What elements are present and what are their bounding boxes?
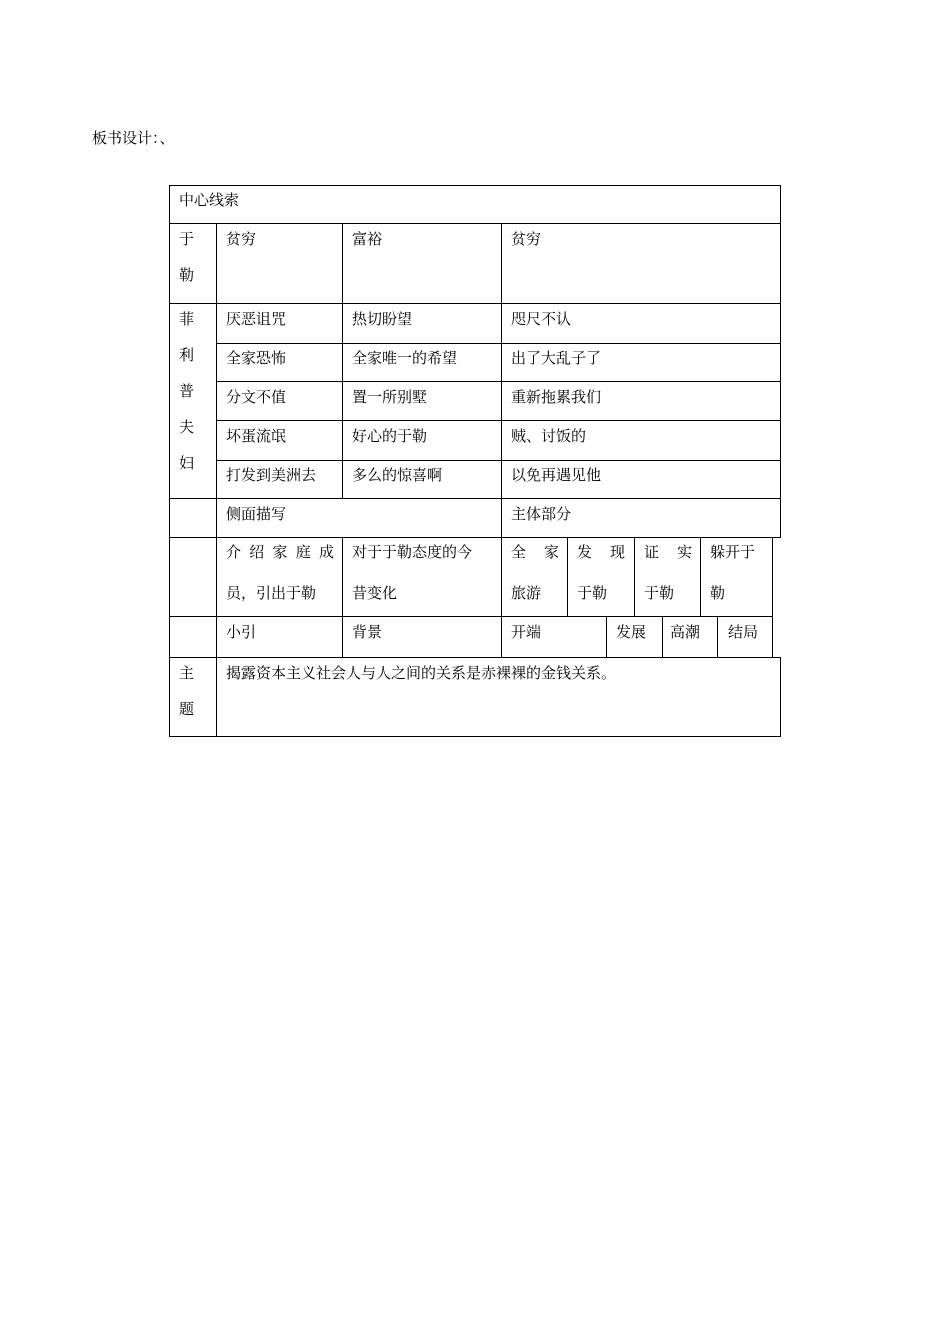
attitude-cell: 以免再遇见他 bbox=[511, 466, 602, 484]
event-attitude-change: 对于于勒态度的今 昔变化 bbox=[352, 543, 473, 602]
attitude-cell: 分文不值 bbox=[226, 388, 287, 406]
structure-development: 发展 bbox=[616, 623, 647, 641]
event-avoid-yule: 躲开于 勒 bbox=[710, 543, 756, 602]
page-heading: 板书设计：、 bbox=[92, 129, 175, 147]
side-description-label: 侧面描写 bbox=[226, 505, 287, 523]
attitude-cell: 置一所别墅 bbox=[352, 388, 428, 406]
attitude-cell: 多么的惊喜啊 bbox=[352, 466, 443, 484]
yule-stage-poor-1: 贫穷 bbox=[226, 230, 257, 248]
structure-background: 背景 bbox=[352, 623, 383, 641]
attitude-cell: 热切盼望 bbox=[352, 310, 413, 328]
event-confirm-yule: 证实 于勒 bbox=[644, 543, 692, 602]
event-family-trip: 全家 旅游 bbox=[511, 543, 559, 602]
structure-beginning: 开端 bbox=[511, 623, 542, 641]
theme-label: 主 题 bbox=[179, 664, 195, 718]
event-intro: 介绍家庭成 员，引出于勒 bbox=[226, 543, 334, 602]
attitude-cell: 出了大乱子了 bbox=[511, 349, 602, 367]
event-discover-yule: 发现 于勒 bbox=[577, 543, 625, 602]
attitude-cell: 全家唯一的希望 bbox=[352, 349, 458, 367]
structure-climax: 高潮 bbox=[670, 623, 701, 641]
structure-intro: 小引 bbox=[226, 623, 257, 641]
yule-label: 于 勒 bbox=[179, 230, 195, 284]
attitude-cell: 坏蛋流氓 bbox=[226, 427, 287, 445]
philippe-couple-label: 菲 利 普 夫 妇 bbox=[179, 310, 195, 472]
attitude-cell: 打发到美洲去 bbox=[226, 466, 317, 484]
theme-text: 揭露资本主义社会人与人之间的关系是赤裸裸的金钱关系。 bbox=[226, 664, 617, 682]
attitude-cell: 咫尺不认 bbox=[511, 310, 572, 328]
attitude-cell: 好心的于勒 bbox=[352, 427, 428, 445]
structure-ending: 结局 bbox=[728, 623, 759, 641]
attitude-cell: 重新拖累我们 bbox=[511, 388, 602, 406]
attitude-cell: 全家恐怖 bbox=[226, 349, 287, 367]
yule-stage-poor-2: 贫穷 bbox=[511, 230, 542, 248]
central-thread-label: 中心线索 bbox=[179, 191, 240, 209]
attitude-cell: 厌恶诅咒 bbox=[226, 310, 287, 328]
attitude-cell: 贼、讨饭的 bbox=[511, 427, 587, 445]
main-part-label: 主体部分 bbox=[511, 505, 572, 523]
yule-stage-rich: 富裕 bbox=[352, 230, 383, 248]
